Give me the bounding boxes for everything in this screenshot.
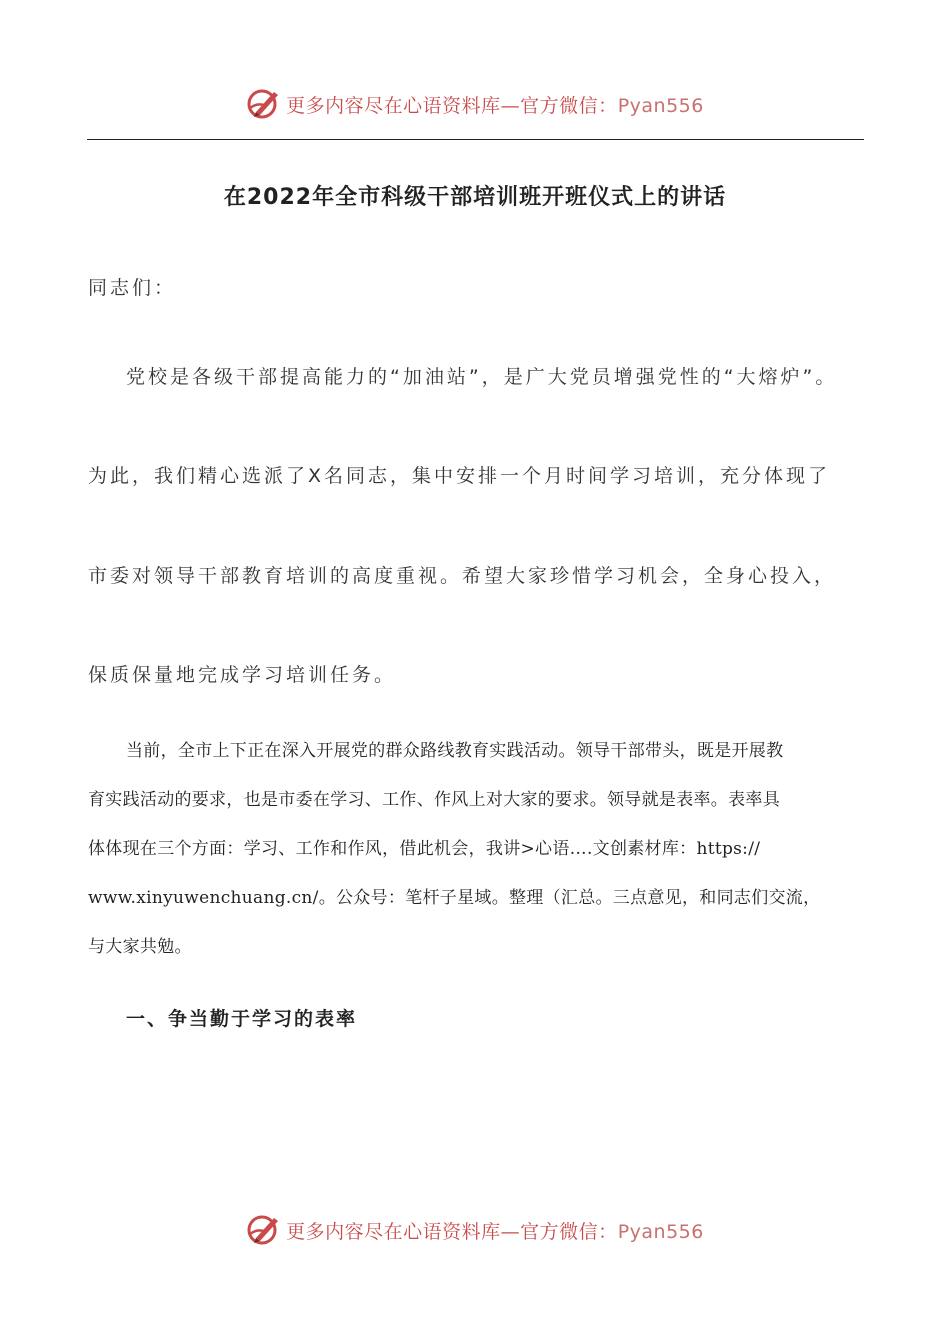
footer-promo-text: 更多内容尽在心语资料库 [286, 1220, 501, 1243]
header-promo-text: 更多内容尽在心语资料库 [286, 94, 501, 117]
pen-logo-icon [246, 1212, 282, 1248]
paragraph2-line5: 与大家共勉。 [88, 937, 192, 957]
document-title: 在2022年全市科级干部培训班开班仪式上的讲话 [223, 185, 727, 210]
paragraph2-line3: 体体现在三个方面：学习、工作和作风，借此机会，我讲>心语….文创素材库：https:// [88, 839, 761, 859]
header-banner [0, 84, 950, 124]
footer-separator: — [500, 1220, 521, 1243]
footer-contact-label: 官方微信： [520, 1220, 618, 1243]
header-separator: — [500, 94, 521, 117]
header-contact-id: Pyan556 [617, 94, 704, 117]
paragraph2-line2: 育实践活动的要求，也是市委在学习、工作、作风上对大家的要求。领导就是表率。表率具 [88, 790, 780, 810]
paragraph1-line4: 保质保量地完成学习培训任务。 [88, 664, 397, 686]
footer-banner [0, 1210, 950, 1250]
paragraph2-line4: www.xinyuwenchuang.cn/。公众号：笔杆子星域。整理（汇总。三点意见，和同志们交流， [88, 888, 821, 908]
paragraph2-line1: 当前，全市上下正在深入开展党的群众路线教育实践活动。领导干部带头，既是开展教 [126, 741, 784, 761]
salutation: 同志们： [88, 277, 177, 299]
pen-logo-icon [246, 86, 282, 122]
footer-contact-id: Pyan556 [617, 1220, 704, 1243]
paragraph1-line2: 为此，我们精心选派了X名同志，集中安排一个月时间学习培训，充分体现了 [88, 465, 831, 487]
header-promo [286, 91, 704, 118]
footer-promo [286, 1217, 704, 1244]
paragraph1-line1: 党校是各级干部提高能力的“加油站”，是广大党员增强党性的“大熔炉”。 [126, 366, 838, 388]
header-contact-label: 官方微信： [520, 94, 618, 117]
header-divider [87, 139, 864, 140]
paragraph1-line3: 市委对领导干部教育培训的高度重视。希望大家珍惜学习机会，全身心投入， [88, 565, 837, 587]
section1-heading: 一、争当勤于学习的表率 [126, 1008, 358, 1030]
